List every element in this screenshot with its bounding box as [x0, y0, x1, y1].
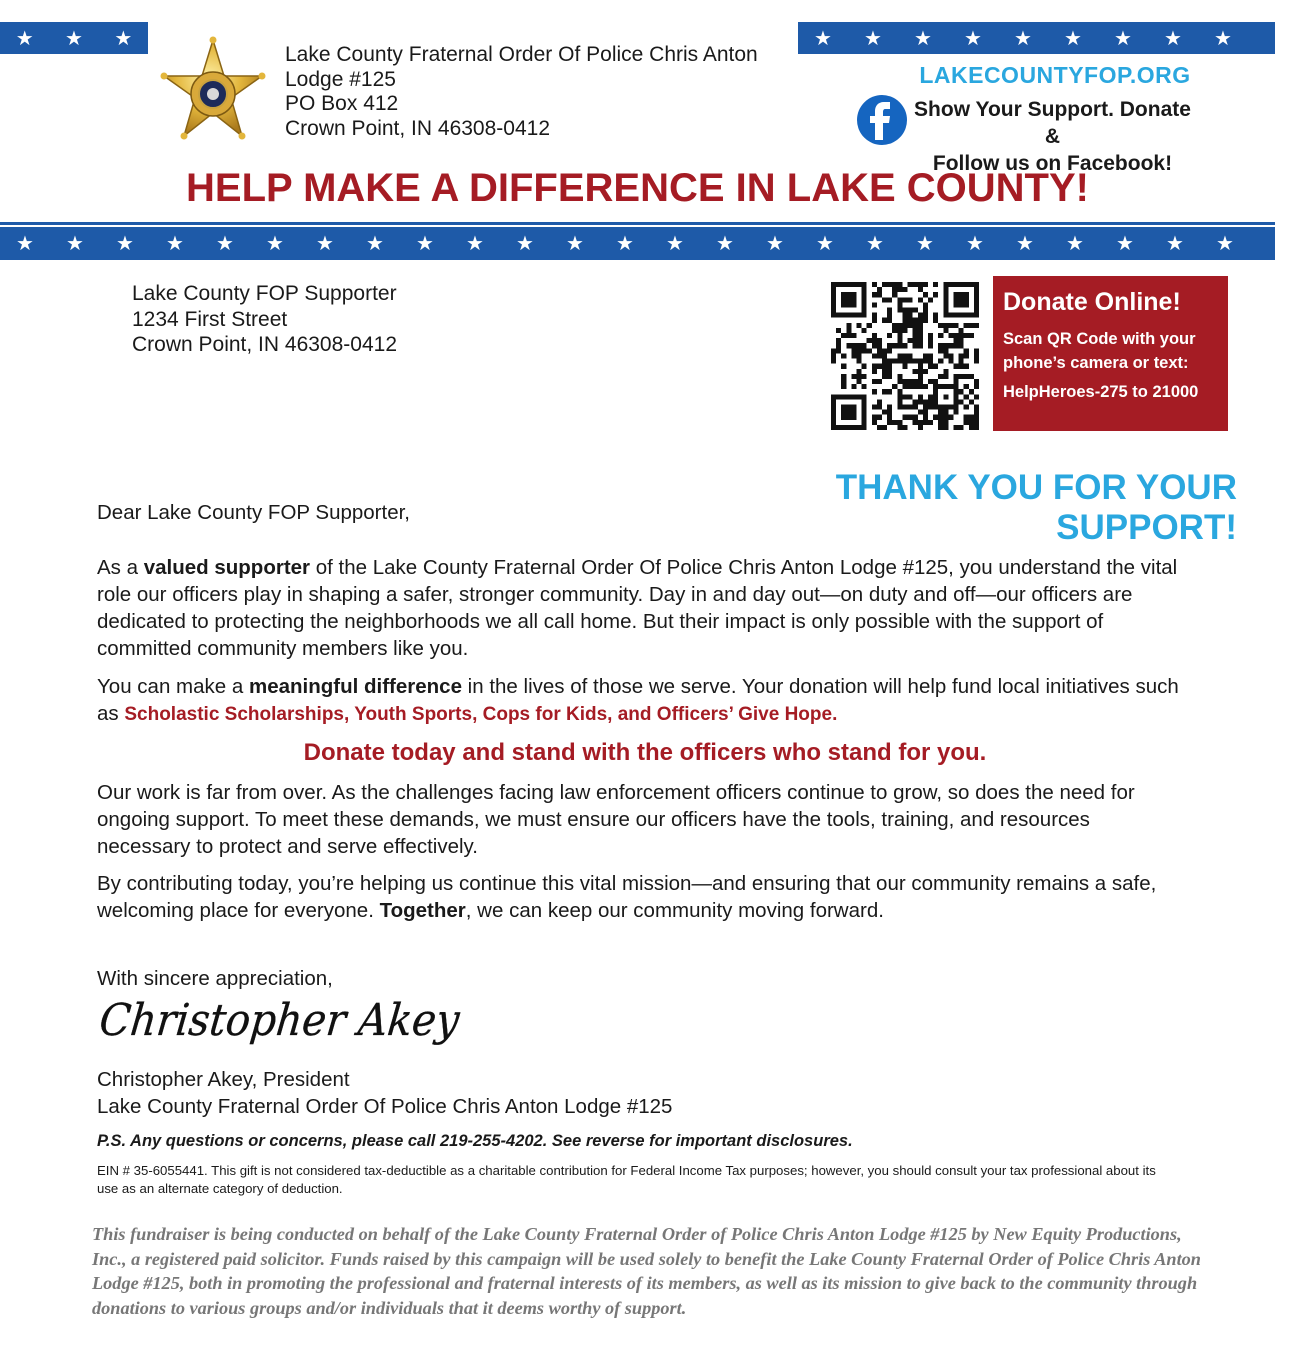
star-icon: ★ [266, 233, 284, 255]
star-icon: ★ [1064, 27, 1082, 50]
star-icon: ★ [65, 27, 83, 50]
text-to-donate-code: HelpHeroes-275 to 21000 [1003, 383, 1199, 401]
star-icon: ★ [1014, 27, 1032, 50]
sheriff-star-badge-icon [158, 38, 268, 142]
facebook-icon[interactable] [857, 95, 907, 145]
star-icon: ★ [1114, 27, 1132, 50]
star-icon: ★ [766, 233, 784, 255]
star-icon: ★ [816, 233, 834, 255]
star-icon: ★ [15, 27, 34, 50]
star-icon: ★ [1016, 233, 1034, 255]
star-icon: ★ [1166, 233, 1184, 255]
headline: HELP MAKE A DIFFERENCE IN LAKE COUNTY! [186, 166, 1089, 210]
donate-instruction-line: Scan QR Code with your [1003, 330, 1196, 348]
star-icon: ★ [814, 27, 832, 50]
paragraph-4 [97, 870, 1197, 924]
star-icon: ★ [166, 233, 184, 255]
star-icon: ★ [864, 27, 882, 50]
org-return-address [285, 43, 795, 141]
signer-block [97, 1066, 997, 1120]
recipient-line: Lake County FOP Supporter [132, 282, 397, 305]
recipient-address [132, 281, 582, 358]
star-icon: ★ [1116, 233, 1134, 255]
star-icon: ★ [316, 233, 334, 255]
star-icon: ★ [66, 233, 84, 255]
p2-text: in the lives of those we serve. Your donation will help fund local initiatives such as [97, 675, 1179, 725]
signer-org: Lake County Fraternal Order Of Police Chris Anton Lodge #125 [97, 1095, 673, 1118]
p2-bold: meaningful difference [248, 675, 462, 698]
donate-online-title: Donate Online! [1003, 288, 1181, 316]
donate-callout: Donate today and stand with the officers who stand for you. [303, 739, 987, 766]
star-icon: ★ [964, 27, 982, 50]
p2-initiatives: Scholastic Scholarships, Youth Sports, Cops for Kids, and Officers’ Give Hope. [124, 704, 838, 725]
star-icon: ★ [966, 233, 984, 255]
star-icon: ★ [366, 233, 384, 255]
star-icon: ★ [466, 233, 484, 255]
recipient-line: Crown Point, IN 46308-0412 [132, 333, 397, 356]
donate-online-box[interactable] [993, 276, 1228, 431]
p4-bold: Together [379, 899, 466, 922]
star-icon: ★ [16, 233, 34, 255]
signer-name: Christopher Akey, President [97, 1068, 350, 1091]
star-icon: ★ [1066, 233, 1084, 255]
star-icon: ★ [716, 233, 734, 255]
star-icon: ★ [666, 233, 684, 255]
salutation: Dear Lake County FOP Supporter, [97, 501, 410, 524]
p4-text: , we can keep our community moving forward. [465, 899, 884, 922]
closing: With sincere appreciation, [97, 967, 333, 990]
donate-online-instructions [1003, 327, 1196, 375]
p1-bold: valued supporter [143, 556, 311, 579]
postscript: P.S. Any questions or concerns, please call 219-255-4202. See reverse for important disclosures. [97, 1132, 853, 1150]
facebook-callout-line: Follow us on Facebook! [932, 152, 1173, 175]
p4-text: By contributing today, you’re helping us continue this vital mission—and ensuring that our community remains a safe, welcoming place for everyone. [97, 872, 1157, 922]
star-icon: ★ [1214, 27, 1232, 50]
signature-text: Christopher Akey [97, 994, 462, 1046]
top-star-band-left [0, 22, 148, 54]
star-icon: ★ [616, 233, 634, 255]
band-rule-top [0, 222, 1275, 225]
website-link[interactable]: LAKECOUNTYFOP.ORG [919, 62, 1191, 88]
mid-star-band [0, 227, 1275, 260]
ein-disclaimer: EIN # 35-6055441. This gift is not considered tax-deductible as a charitable contribution for Federal Income Tax purposes; however, you should consult your tax professional about its use as an alternate category of deduction. [97, 1163, 1156, 1196]
signature [97, 983, 462, 1068]
facebook-callout-line: Show Your Support. Donate & [914, 98, 1191, 148]
solicitor-disclosure: This fundraiser is being conducted on behalf of the Lake County Fraternal Order of Police Chris Anton Lodge #125 by New Equity Productions, Inc., a registered paid solicitor. Funds raised by this campaign will be used solely to benefit the Lake County Fraternal Order of Police Chris Anton Lodge #125, both in promoting the professional and fraternal interests of its members, as well as its mission to give back to the community through donations to various groups and/or individuals that it deems worthy of support. [92, 1224, 1201, 1318]
org-address-line: Lake County Fraternal Order Of Police Chris Anton [285, 43, 758, 66]
star-icon: ★ [1216, 233, 1234, 255]
p1-text: As a [97, 556, 144, 579]
star-icon: ★ [914, 27, 932, 50]
p1-text: of the Lake County Fraternal Order Of Police Chris Anton Lodge #125, you understand the vital role our officers play in shaping a safer, stronger community. Day in and day out—on duty and off—our officers are dedicated to protecting the neighborhoods we all call home. But their impact is only possible with the support of committed community members like you. [97, 556, 1178, 660]
org-address-line: PO Box 412 [285, 92, 399, 115]
top-star-band-right [798, 22, 1275, 54]
star-icon: ★ [566, 233, 584, 255]
paragraph-2 [97, 673, 1197, 728]
org-address-line: Lodge #125 [285, 67, 396, 91]
star-icon: ★ [216, 233, 234, 255]
facebook-callout [910, 96, 1195, 177]
star-icon: ★ [114, 27, 133, 50]
star-icon: ★ [916, 233, 934, 255]
recipient-line: 1234 First Street [132, 307, 288, 331]
p2-text: You can make a [97, 675, 249, 698]
paragraph-3: Our work is far from over. As the challenges facing law enforcement officers continue to grow, so does the need for ongoing support. To meet these demands, we must ensure our officers have the tools, training, and resources necessary to protect and serve effectively. [97, 781, 1135, 858]
star-icon: ★ [866, 233, 884, 255]
org-address-line: Crown Point, IN 46308-0412 [285, 116, 550, 140]
qr-code[interactable] [831, 282, 979, 430]
star-icon: ★ [116, 233, 134, 255]
thank-you-heading: THANK YOU FOR YOUR SUPPORT! [835, 468, 1237, 547]
donate-instruction-line: phone’s camera or text: [1003, 354, 1189, 372]
star-icon: ★ [516, 233, 534, 255]
star-icon: ★ [1164, 27, 1182, 50]
star-icon: ★ [416, 233, 434, 255]
paragraph-1 [97, 554, 1197, 662]
